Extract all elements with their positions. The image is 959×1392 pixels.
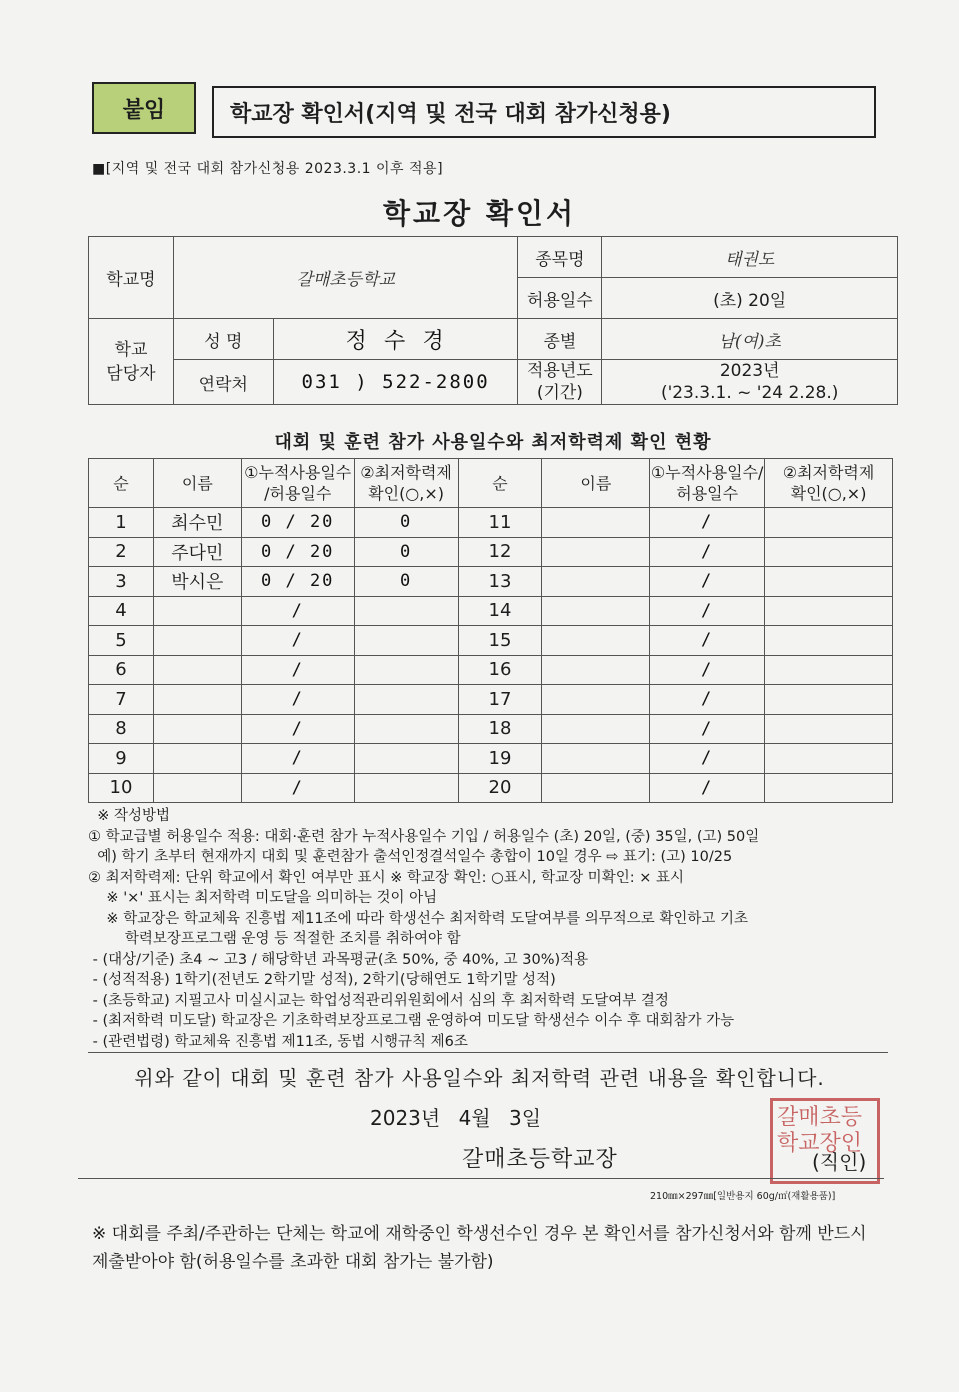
issue-date bbox=[370, 1102, 541, 1131]
col-check: ②최저학력제 확인(○,×) bbox=[354, 459, 458, 508]
contact-value: 031 ) 522-2800 bbox=[273, 360, 518, 405]
row-days: / bbox=[241, 596, 354, 626]
attachment-tag: 붙임 bbox=[92, 82, 196, 134]
row-name: 박시은 bbox=[153, 567, 241, 597]
row-days: / bbox=[650, 596, 765, 626]
row-no: 6 bbox=[89, 655, 154, 685]
row-days: / bbox=[650, 655, 765, 685]
period-label: 적용년도 (기간) bbox=[518, 360, 602, 405]
row-days: / bbox=[241, 714, 354, 744]
row-check bbox=[354, 685, 458, 715]
contact-label: 연락처 bbox=[173, 360, 273, 405]
instruction-line: ① 학교급별 허용일수 적용: 대회·훈련 참가 누적사용일수 기입 / 허용일수 (초) 20일, (중) 35일, (고) 50일 bbox=[88, 828, 760, 845]
row-days: / bbox=[650, 626, 765, 656]
row-check bbox=[354, 714, 458, 744]
col-no: 순 bbox=[89, 459, 154, 508]
instruction-line: ② 최저학력제: 단위 학교에서 확인 여부만 표시 ※ 학교장 확인: ○표시, 학교장 미확인: × 표시 bbox=[88, 869, 684, 886]
row-no: 12 bbox=[458, 537, 542, 567]
period-year: 2023년 bbox=[719, 361, 780, 381]
row-days: / bbox=[650, 537, 765, 567]
instruction-line: - (최저학력 미도달) 학교장은 기초학력보장프로그램 운영하여 미도달 학생선수 이수 후 대회참가 가능 bbox=[88, 1013, 735, 1029]
row-days: / bbox=[650, 685, 765, 715]
row-name bbox=[153, 626, 241, 656]
confirm-text: 위와 같이 대회 및 훈련 참가 사용일수와 최저학력 관련 내용을 확인합니다. bbox=[134, 1066, 825, 1090]
row-check bbox=[354, 773, 458, 803]
divider-bottom bbox=[78, 1178, 884, 1179]
name-label: 성 명 bbox=[173, 319, 273, 360]
footer-note: ※ 대회를 주최/주관하는 단체는 학교에 재학중인 학생선수인 경우 본 확인서를 참가신청서와 함께 반드시 제출받아야 함(허용일수를 초과한 대회 참가는 불가함) bbox=[92, 1224, 867, 1272]
participation-table bbox=[88, 458, 893, 803]
table-row bbox=[89, 626, 893, 656]
sport-label: 종목명 bbox=[518, 237, 602, 278]
row-name bbox=[542, 685, 650, 715]
seal-label: (직인) bbox=[812, 1150, 867, 1174]
row-check bbox=[765, 596, 893, 626]
row-name bbox=[153, 596, 241, 626]
row-name bbox=[542, 537, 650, 567]
section-title: 대회 및 훈련 참가 사용일수와 최저학력제 확인 현황 bbox=[274, 432, 712, 453]
row-name bbox=[542, 773, 650, 803]
table-row bbox=[89, 655, 893, 685]
row-days: / bbox=[241, 773, 354, 803]
row-no: 9 bbox=[89, 744, 154, 774]
table-row bbox=[89, 537, 893, 567]
table-row bbox=[89, 596, 893, 626]
gender-label: 종별 bbox=[518, 319, 602, 360]
col-check-2: ②최저학력제 확인(○,×) bbox=[765, 459, 893, 508]
paper-note: 210㎜×297㎜[일반용지 60g/㎡(재활용품)] bbox=[650, 1191, 836, 1202]
row-days: / bbox=[241, 626, 354, 656]
col-name-2: 이름 bbox=[542, 459, 650, 508]
row-check bbox=[765, 567, 893, 597]
row-days: / bbox=[241, 655, 354, 685]
table-row bbox=[89, 773, 893, 803]
table-row bbox=[89, 714, 893, 744]
row-days: / bbox=[241, 685, 354, 715]
header-title: 학교장 확인서(지역 및 전국 대회 참가신청용) bbox=[212, 86, 876, 138]
col-days-2: ①누적사용일수/ 허용일수 bbox=[650, 459, 765, 508]
instruction-line: - (초등학교) 지필고사 미실시교는 학업성적관리위원회에서 심의 후 최저학력 도달여부 결정 bbox=[88, 992, 669, 1009]
col-name: 이름 bbox=[153, 459, 241, 508]
table-row bbox=[89, 508, 893, 538]
row-name bbox=[153, 744, 241, 774]
row-no: 14 bbox=[458, 596, 542, 626]
row-check bbox=[765, 655, 893, 685]
row-no: 20 bbox=[458, 773, 542, 803]
row-check bbox=[354, 744, 458, 774]
row-name bbox=[153, 714, 241, 744]
instruction-line: - (관련법령) 학교체육 진흥법 제11조, 동법 시행규칙 제6조 bbox=[88, 1033, 468, 1050]
row-no: 8 bbox=[89, 714, 154, 744]
row-no: 5 bbox=[89, 626, 154, 656]
row-days: / bbox=[650, 508, 765, 538]
row-name bbox=[542, 714, 650, 744]
row-name bbox=[153, 773, 241, 803]
row-no: 7 bbox=[89, 685, 154, 715]
top-note: ■[지역 및 전국 대회 참가신청용 2023.3.1 이후 적용] bbox=[92, 161, 444, 177]
row-check bbox=[354, 596, 458, 626]
row-check bbox=[765, 626, 893, 656]
row-name bbox=[153, 655, 241, 685]
row-days: 0 / 20 bbox=[241, 537, 354, 567]
row-name bbox=[153, 685, 241, 715]
row-check bbox=[354, 655, 458, 685]
table-row bbox=[89, 685, 893, 715]
instruction-line: 학력보장프로그램 운영 등 적절한 조치를 취하여야 함 bbox=[88, 931, 461, 947]
row-name bbox=[542, 567, 650, 597]
row-days: / bbox=[241, 744, 354, 774]
row-no: 13 bbox=[458, 567, 542, 597]
row-no: 18 bbox=[458, 714, 542, 744]
row-name: 주다민 bbox=[153, 537, 241, 567]
row-no: 2 bbox=[89, 537, 154, 567]
school-label: 학교명 bbox=[89, 237, 174, 319]
principal-name: 갈매초등학교장 bbox=[462, 1147, 618, 1172]
divider bbox=[88, 1052, 888, 1053]
row-check bbox=[765, 773, 893, 803]
row-name bbox=[542, 744, 650, 774]
school-value: 갈매초등학교 bbox=[173, 237, 518, 319]
row-no: 16 bbox=[458, 655, 542, 685]
row-days: / bbox=[650, 567, 765, 597]
row-days: / bbox=[650, 744, 765, 774]
row-days: / bbox=[650, 773, 765, 803]
row-name: 최수민 bbox=[153, 508, 241, 538]
col-days: ①누적사용일수 /허용일수 bbox=[241, 459, 354, 508]
instruction-line: - (대상/기준) 초4 ~ 고3 / 해당학년 과목평균(초 50%, 중 40%, 고 30%)적용 bbox=[88, 951, 589, 968]
row-check bbox=[765, 537, 893, 567]
table-row bbox=[89, 744, 893, 774]
instructions bbox=[88, 806, 898, 1052]
info-table bbox=[88, 236, 898, 405]
sport-value: 태권도 bbox=[602, 237, 898, 278]
manager-label: 학교 담당자 bbox=[89, 319, 174, 405]
name-value: 정 수 경 bbox=[273, 319, 518, 360]
row-name bbox=[542, 626, 650, 656]
instruction-line: ※ 작성방법 bbox=[88, 808, 171, 824]
row-name bbox=[542, 508, 650, 538]
document-title: 학교장 확인서 bbox=[382, 197, 577, 230]
row-days: 0 / 20 bbox=[241, 508, 354, 538]
row-check bbox=[765, 744, 893, 774]
row-no: 15 bbox=[458, 626, 542, 656]
instruction-line: ※ 학교장은 학교체육 진흥법 제11조에 따라 학생선수 최저학력 도달여부를 의무적으로 확인하고 기초 bbox=[88, 910, 749, 927]
col-no-2: 순 bbox=[458, 459, 542, 508]
row-check bbox=[765, 685, 893, 715]
row-days: 0 / 20 bbox=[241, 567, 354, 597]
row-no: 19 bbox=[458, 744, 542, 774]
period-range: ('23.3.1. ~ '24 2.28.) bbox=[660, 383, 839, 403]
instruction-line: ※ '×' 표시는 최저학력 미도달을 의미하는 것이 아님 bbox=[88, 890, 438, 906]
row-check bbox=[765, 714, 893, 744]
date-day: 3일 bbox=[508, 1106, 542, 1130]
row-no: 3 bbox=[89, 567, 154, 597]
instruction-line: 예) 학기 초부터 현재까지 대회 및 훈련참가 출석인정결석일수 총합이 10일 경우 ⇨ 표기: (고) 10/25 bbox=[88, 849, 733, 865]
row-days: / bbox=[650, 714, 765, 744]
official-seal: 갈매초등학교장인 bbox=[770, 1098, 880, 1184]
row-no: 1 bbox=[89, 508, 154, 538]
row-no: 17 bbox=[458, 685, 542, 715]
instruction-line: - (성적적용) 1학기(전년도 2학기말 성적), 2학기(당해연도 1학기말 성적) bbox=[88, 972, 556, 988]
row-no: 10 bbox=[89, 773, 154, 803]
row-name bbox=[542, 655, 650, 685]
allowed-days-value: (초) 20일 bbox=[602, 278, 898, 319]
row-check: 0 bbox=[354, 508, 458, 538]
row-no: 11 bbox=[458, 508, 542, 538]
table-row bbox=[89, 567, 893, 597]
gender-value: 남(여)초 bbox=[602, 319, 898, 360]
allowed-days-label: 허용일수 bbox=[518, 278, 602, 319]
date-month: 4월 bbox=[458, 1106, 491, 1130]
row-check bbox=[354, 626, 458, 656]
row-check bbox=[765, 508, 893, 538]
row-name bbox=[542, 596, 650, 626]
date-year: 2023년 bbox=[370, 1106, 441, 1130]
row-no: 4 bbox=[89, 596, 154, 626]
row-check: 0 bbox=[354, 567, 458, 597]
row-check: 0 bbox=[354, 537, 458, 567]
